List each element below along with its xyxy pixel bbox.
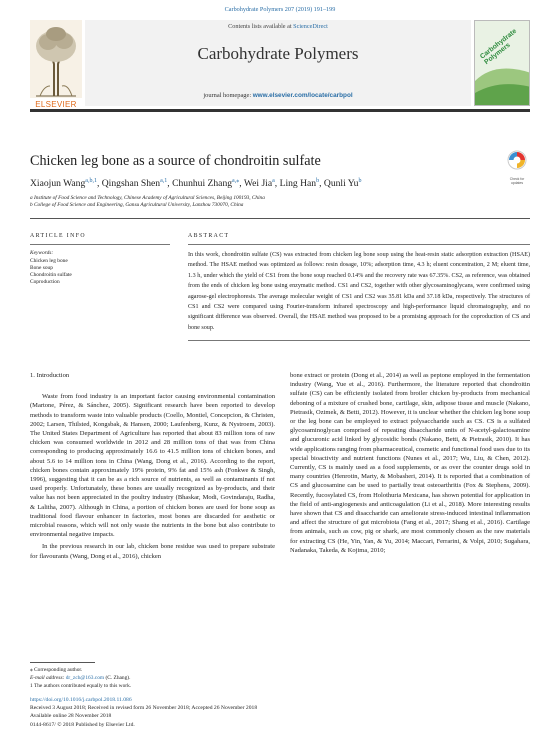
crossmark-label: Check for updates — [509, 177, 525, 185]
body-paragraph: bone extract or protein (Dong et al., 2014) as well as peptone employed in the fermentation industry (Wang, Yue et al., 2016). Furthermore, the literature reported that chondroitin sulfate (CS) can be efficiently isolated from broiler chicken by-products from mechanical deboning of a mixture of crushed bone, cartilage, skin, adipose tissue and muscle (Nakano, Pietrasik, Ozimek, & Betti, 2012). However, it is unclear whether the chicken leg bone soup or the leg bone can be employed to extract polysaccharide such as CS. CS is a sulfated glycosaminoglycan comprised of repeating disaccharide units of N-acetyl-galactosamine and glucuronic acid linked by glycosidic bonds (Nakano, Betti, & Pietrasik, 2010). It has wide applications ranging from pharmaceutical, cosmetic and functional food uses due to its special bioactivity and nutrient functions (Nunes et al., 2017; Wu, Liu, & Chen, 2012). Currently, CS is mainly used as a food supplements, or as over the counter drugs sold in many countries (Henrotin, Marty, & Mobasheri, 2014). It is reported that a combination of CS and glucosamine can be used to partially treat osteoarthritis (Fox & Stephens, 2009). Recently, fucosylated CS, from Holothuria Mexicana, has shown potential for application in the field of anti-angiogenesis and anticoagulation (Li et al., 2018). More interesting results have shown that CS and disaccharide can ameliorate stress-induced intestinal inflammation and affect the structure of gut microbiota (Fang et al., 2017; Shang et al., 2016). Cartilage from animals, such as cow, pig or shark, are most commonly chosen as the raw materials for extracting CS (He, Yin, Yan, & Yu, 2014; Maccari, Ferrarini, & Volpi, 2010; Sugahara, Nadanaka, Takeda, & Kojima, 2010; — [290, 372, 530, 554]
elsevier-wordmark: ELSEVIER — [35, 100, 77, 109]
author-list: Xiaojun Wang$^{a,b,1}$, Qingshan Shen$^{a,1}$, Chunhui Zhang$^{a,⁎}$, Wei Jia$^a$, Ling Han$^b$, Qunli Yu$^b$ — [30, 178, 362, 190]
author[interactable]: Xiaojun Wang$^{a,b,1}$ — [30, 178, 97, 190]
cover-title: Carbohydrate Polymers — [479, 27, 519, 67]
copyright-line: 0144-8617/ © 2018 Published by Elsevier Ltd. — [30, 722, 135, 728]
keyword: Coproduction — [30, 279, 60, 285]
email-suffix: (C. Zhang). — [104, 675, 131, 681]
email-label: E-mail address: — [30, 675, 66, 681]
journal-title: Carbohydrate Polymers — [197, 44, 359, 63]
title-divider — [30, 218, 530, 219]
affiliation-a: a Institute of Food Science and Technology, Chinese Academy of Agricultural Sciences, Beijing 100193, China — [30, 195, 265, 201]
author[interactable]: Ling Han$^b$ — [279, 178, 320, 190]
author[interactable]: Chunhui Zhang$^{a,⁎}$ — [172, 178, 240, 190]
body-paragraph: Waste from food industry is an important factor causing environmental contamination (Martone, Pérez, & Sánchez, 2005). Significant research have been reported to develop methods to transform waste into valuable products (Coello, Montiel, Concepcion, & Christen, 2002; Larsen, Thilsted, Kongsbak, & Hansen, 2000; Laufenberg, Kunz, & Nystroem, 2003). The United States Department of Agriculture has reported that about 83 million tons of raw chicken was consumed worldwide in 2012 and 28 million tons of that was from China corresponding to producing approximately 16.6 to 41.5 million tons of chicken bones, and about 5.6 to 14 million tons in China (Wang, Dong et al., 2016). According to the report, chicken bones contain approximately 19% protein, 9% fat and 15% ash (Fonkwe & Singh, 1996), suggesting that it can be as a rich source of nutrients, as well as contaminants if not used properly. Unfortunately, these bones are usually recognized as by-products, and their value has not been appreciated in the poultry industry (Bhaskar, Modi, Govindaraju, Radha, & Lalitha, 2007). Although in China, a portion of chicken bones are used for bone soup as traditional food flavour enhancer in factories, most bones are discarded for aesthetic or microbial reasons, which will not only waste the nutrients in the bone but also contribute to environmental negative impacts. — [30, 393, 275, 539]
corresponding-author-note: ⁎ Corresponding author. — [30, 667, 83, 673]
keyword: Bone soup — [30, 265, 53, 271]
journal-citation[interactable]: Carbohydrate Polymers 207 (2019) 191–199 — [224, 6, 336, 13]
abstract-text: In this work, chondroitin sulfate (CS) was extracted from chicken leg bone soup using the heat-resin static adsorption extraction (HSAE) method. The HSAE method was optimized as follows: resin dosage, 10%; adsorption time, 4.3 h; eluent concentration, 2 M; eluent time, 1.3 h, under which the yield of CS1 from the bone soup reached 0.14% and the recovery rate was 67.35%. CS2, as reference, was obtained from the ends of chicken leg bone using enzymatic method. CS1 and CS2, together with other glycosaminoglycans, were confirmed using agarose-gel electrophoresis. The average molecular weight of CS1 and CS2 was 35.81 kDa and 37.18 kDa, respectively. The structures of CS1 and CS2 were compared using Fourier-transform infrared spectroscopy and high-performance liquid chromatography, and no significant difference was observed. Overall, the HSAE method was proposed to be a promising approach for the coproduction of CS and bone soup. — [188, 252, 530, 331]
email-link[interactable]: dr_zch@163.com — [65, 675, 105, 681]
body-left-column — [30, 371, 275, 564]
crossmark-icon — [504, 150, 530, 172]
body-right-column — [290, 371, 530, 558]
keyword: Chicken leg bone — [30, 258, 68, 264]
abstract-divider — [188, 244, 530, 245]
header-divider — [30, 109, 530, 112]
cover-decoration — [475, 21, 530, 106]
author[interactable]: Qunli Yu$^b$ — [323, 178, 362, 190]
article-info-divider — [30, 244, 170, 245]
section-heading: 1. Introduction — [30, 372, 70, 379]
available-online-date: Available online 28 November 2018 — [30, 713, 112, 719]
homepage-link[interactable]: www.elsevier.com/locate/carbpol — [252, 92, 353, 99]
doi-link[interactable]: https://doi.org/10.1016/j.carbpol.2018.11.086 — [30, 697, 132, 703]
check-for-updates-badge[interactable] — [504, 150, 530, 185]
elsevier-tree-logo — [30, 20, 82, 106]
sciencedirect-link[interactable]: ScienceDirect — [293, 23, 328, 30]
article-info-heading: ARTICLE INFO — [30, 233, 86, 239]
author[interactable]: Qingshan Shen$^{a,1}$ — [101, 178, 168, 190]
affiliation-b: b College of Food Science and Engineering, Gansu Agricultural University, Lanzhou 730070, China — [30, 202, 244, 208]
abstract-bottom-divider — [188, 340, 530, 341]
author[interactable]: Wei Jia$^a$ — [243, 178, 275, 190]
homepage-prefix: journal homepage: — [203, 92, 253, 99]
received-dates: Received 3 August 2018; Received in revised form 26 November 2018; Accepted 26 November 2018 — [30, 705, 258, 711]
contents-prefix: Contents lists available at — [228, 23, 294, 30]
email-note — [30, 675, 130, 681]
abstract-heading: ABSTRACT — [188, 233, 230, 239]
keywords-heading: Keywords: — [30, 250, 54, 256]
body-paragraph: In the previous research in our lab, chicken bone residue was used to prepare substrate for flavourants (Wang, Dong et al., 2016), chicken — [30, 543, 275, 560]
journal-cover-thumbnail[interactable] — [474, 20, 530, 106]
footnote-divider — [30, 662, 95, 663]
keyword: Chondroitin sulfate — [30, 272, 72, 278]
journal-homepage-line — [85, 92, 471, 99]
article-title: Chicken leg bone as a source of chondroitin sulfate — [30, 153, 321, 169]
equal-contribution-note: 1 The authors contributed equally to this work. — [30, 683, 132, 689]
contents-line — [85, 23, 471, 30]
